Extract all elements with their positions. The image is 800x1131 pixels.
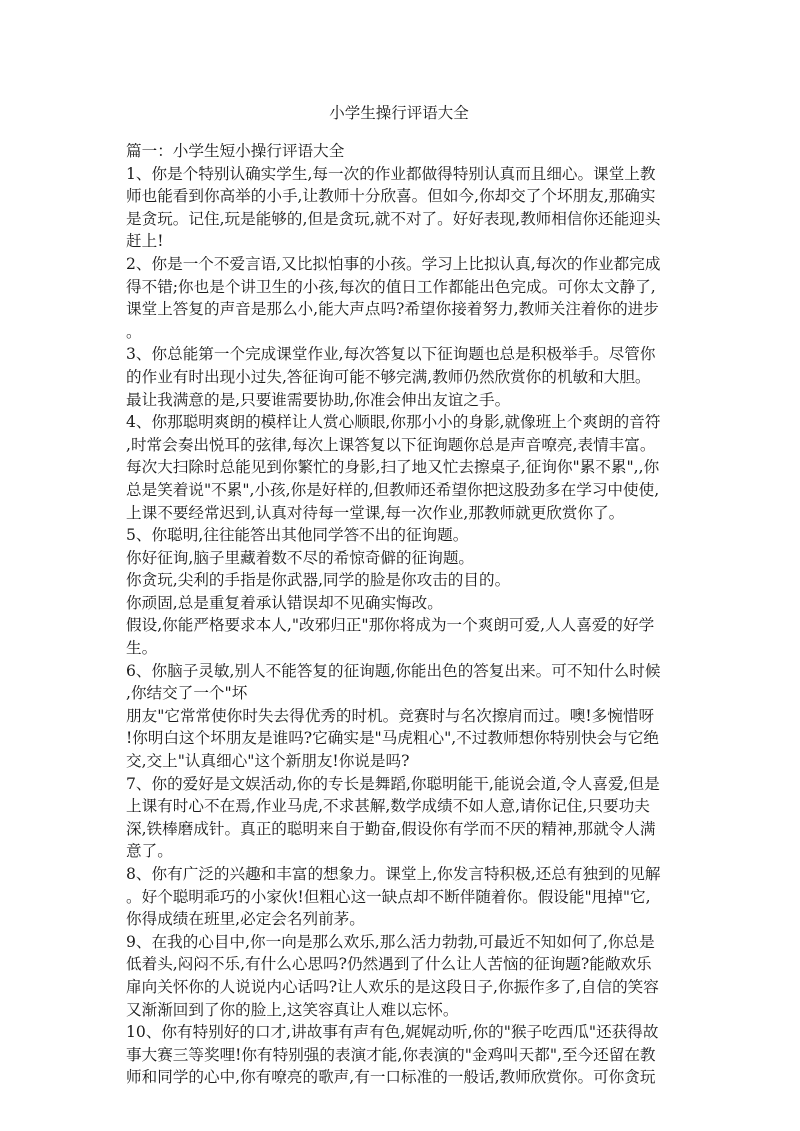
text-line: 。好个聪明乖巧的小家伙!但粗心这一缺点却不断伴随着你。假设能"甩掉"它,: [126, 887, 651, 906]
text-line: 是贪玩。记住,玩是能够的,但是贪玩,就不对了。好好表现,教师相信你还能迎头: [126, 209, 661, 228]
text-line: 8、你有广泛的兴趣和丰富的想象力。课堂上,你发言特积极,还总有独到的见解: [126, 865, 661, 883]
text-line: 师和同学的心中,你有嘹亮的歌声,有一口标准的一般话,教师欣赏你。可你贪玩: [126, 1068, 656, 1087]
text-line: 扉向关怀你的人说说内心话吗?让人欢乐的是这段日子,你振作多了,自信的笑容: [126, 977, 659, 996]
text-line: 2、你是一个不爱言语,又比拟怕事的小孩。学习上比拟认真,每次的作业都完成: [126, 254, 661, 273]
text-line: 5、你聪明,往往能答出其他同学答不出的征询题。: [126, 526, 469, 545]
text-line: ,时常会奏出悦耳的弦律,每次上课答复以下征询题你总是声音嘹亮,表情丰富。: [126, 435, 656, 454]
text-line: 假设,你能严格要求本人,"改邪归正"那你将成为一个爽朗可爱,人人喜爱的好学: [126, 616, 655, 635]
text-line: !你明白这个坏朋友是谁吗?它确实是"马虎粗心",不过教师想你特别快会与它绝: [126, 729, 659, 748]
text-line: 你贪玩,尖利的手指是你武器,同学的脸是你攻击的目的。: [126, 571, 511, 590]
text-line: 7、你的爱好是文娱活动,你的专长是舞蹈,你聪明能干,能说会道,令人喜爱,但是: [126, 774, 660, 793]
text-line: 意了。: [126, 842, 173, 861]
text-line: 交,交上"认真细心"这个新朋友!你说是吗?: [126, 752, 410, 771]
text-line: 的作业有时出现小过失,答征询可能不够完满,教师仍然欣赏你的机敏和大胆。: [126, 367, 651, 386]
text-line: 生。: [126, 639, 158, 658]
text-line: 3、你总能第一个完成课堂作业,每次答复以下征询题也总是积极举手。尽管你: [126, 345, 656, 364]
text-line: 总是笑着说"不累",小孩,你是好样的,但教师还希望你把这股劲多在学习中使使,: [126, 480, 660, 499]
text-line: 事大赛三等奖哩!你有特别强的表演才能,你表演的"金鸡叫天都",至今还留在教: [126, 1045, 656, 1064]
text-line: 9、在我的心目中,你一向是那么欢乐,那么活力勃勃,可最近不知如何了,你总是: [126, 932, 655, 951]
text-line: 1、你是个特别认确实学生,每一次的作业都做得特别认真而且细心。课堂上教: [126, 164, 656, 183]
text-line: 最让我满意的是,只要谁需要协助,你准会伸出友谊之手。: [126, 390, 511, 409]
text-line: 深,铁棒磨成针。真正的聪明来自于勤奋,假设你有学而不厌的精神,那就令人满: [126, 819, 656, 838]
text-line: 10、你有特别好的口才,讲故事有声有色,娓娓动听,你的"猴子吃西瓜"还获得故: [126, 1023, 659, 1042]
text-line: 上课有时心不在焉,作业马虎,不求甚解,数学成绩不如人意,请你记住,只要功夫: [126, 797, 650, 816]
text-line: 得不错;你也是个讲卫生的小孩,每次的值日工作都能出色完成。可你太文静了,: [126, 277, 656, 296]
text-line: ,你结交了一个"坏: [126, 684, 248, 703]
text-line: 每次大扫除时总能见到你繁忙的身影,扫了地又忙去擦桌子,征询你"累不累",,你: [126, 458, 660, 477]
text-line: 赶上!: [126, 232, 164, 251]
text-line: 。: [126, 322, 142, 341]
text-line: 又渐渐回到了你的脸上,这笑容真让人难以忘怀。: [126, 1000, 459, 1019]
text-line: 朋友"它常常使你时失去得优秀的时机。竞赛时与名次擦肩而过。噢!多惋惜呀: [126, 706, 655, 725]
text-line: 师也能看到你高举的小手,让教师十分欣喜。但如今,你却交了个坏朋友,那确实: [126, 187, 656, 206]
text-line: 课堂上答复的声音是那么小,能大声点吗?希望你接着努力,教师关注着你的进步: [126, 300, 659, 319]
document-title: 小学生操行评语大全: [329, 104, 469, 122]
text-line: 6、你脑子灵敏,别人不能答复的征询题,你能出色的答复出来。可不知什么时候: [126, 661, 661, 680]
document-body: [126, 140, 672, 1089]
text-line: 上课不要经常迟到,认真对待每一堂课,每一次作业,那教师就更欣赏你了。: [126, 503, 625, 522]
text-line: 低着头,闷闷不乐,有什么心思吗?仍然遇到了什么让人苦恼的征询题?能敞欢乐: [126, 955, 652, 974]
text-line: 你顽固,总是重复着承认错误却不见确实悔改。: [126, 593, 443, 612]
text-line: 篇一：小学生短小操行评语大全: [126, 142, 345, 160]
text-line: 你得成绩在班里,必定会名列前茅。: [126, 910, 365, 929]
text-line: 4、你那聪明爽朗的模样让人赏心顺眼,你那小小的身影,就像班上个爽朗的音符: [126, 413, 661, 432]
text-line: 你好征询,脑子里藏着数不尽的希惊奇僻的征询题。: [126, 548, 475, 567]
